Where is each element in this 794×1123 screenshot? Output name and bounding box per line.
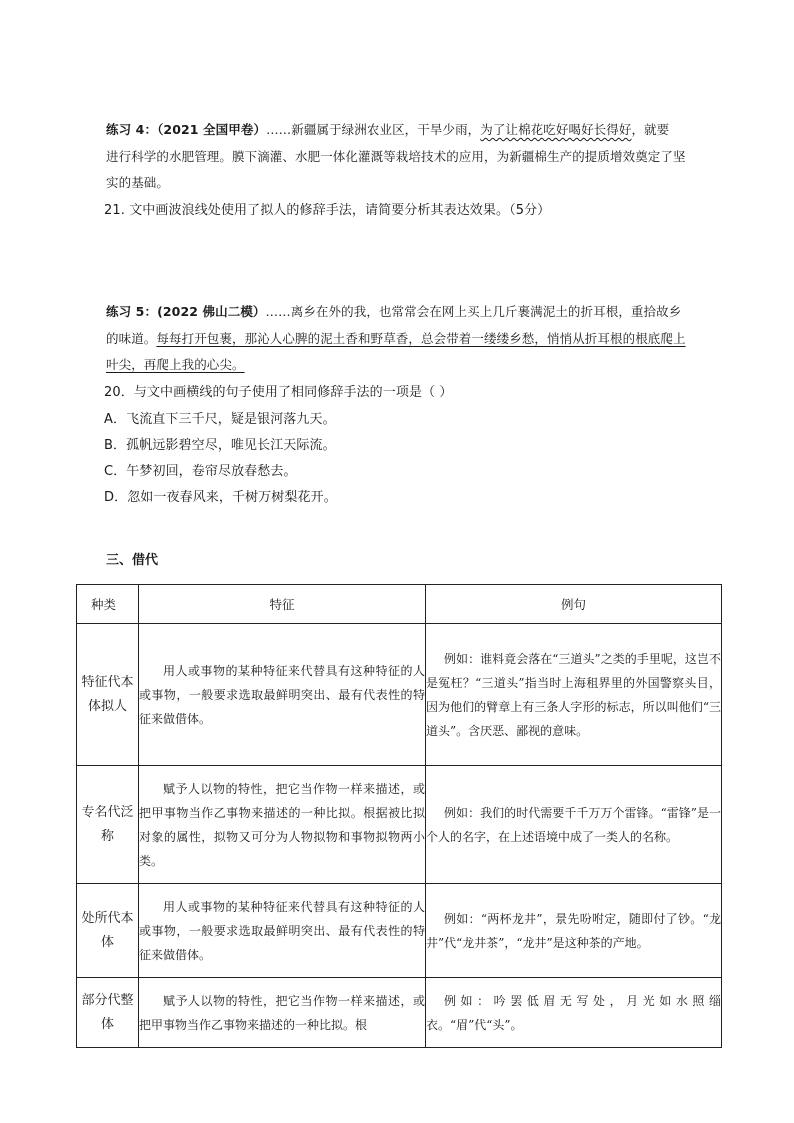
row-example: 例如：吟罢低眉无写处，月光如水照缁衣。“眉”代“头”。 xyxy=(426,978,722,1048)
header-feature: 特征 xyxy=(139,585,426,624)
ex5-underlined-sentence-part2: 叶尖，再爬上我的心尖。 xyxy=(106,357,245,372)
header-kind: 种类 xyxy=(77,585,139,624)
ex5-option-c: C．午梦初回，卷帘尽放春愁去。 xyxy=(104,464,297,479)
row-example: 例如：谁料竟会落在“三道头”之类的手里呢，这岂不是冤枉？“三道头”指当时上海租界里的外国警察头目，因为他们的臂章上有三条人字形的标志，所以叫他们“三道头”。含厌恶、鄙视的意味。 xyxy=(426,624,722,766)
row-kind: 处所代本体 xyxy=(77,884,139,978)
table-row xyxy=(77,978,722,1048)
row-feature: 用人或事物的某种特征来代替具有这种特征的人或事物，一般要求选取最鲜明突出、最有代表性的特征来做借体。 xyxy=(139,884,426,978)
ex4-source: （2021 全国甲卷） xyxy=(157,122,267,137)
ex4-wavy-marked: 为了让棉花吃好喝好长得好 xyxy=(480,122,632,137)
row-feature: 赋予人以物的特性，把它当作物一样来描述，或把甲事物当作乙事物来描述的一种比拟。根据被比拟对象的属性，拟物又可分为人物拟物和事物拟物两小类。 xyxy=(139,766,426,884)
ex5-option-b: B．孤帆远影碧空尽，唯见长江天际流。 xyxy=(104,438,336,453)
ex5-line3 xyxy=(106,355,245,373)
ex5-source: (2022 佛山二模） xyxy=(157,304,266,319)
ex5-underlined-sentence-part1: 每每打开包裹，那沁人心脾的泥土香和野草香，总会带着一缕缕乡愁，悄悄从折耳根的根底爬上 xyxy=(156,331,686,346)
ex5-question: 20．与文中画横线的句子使用了相同修辞手法的一项是（ ） xyxy=(104,385,453,400)
row-example: 例如：我们的时代需要千千万万个雷锋。“雷锋”是一个人的名字，在上述语境中成了一类人的名称。 xyxy=(426,766,722,884)
ex4-text2: ，就要 xyxy=(631,122,670,137)
ex5-line2 xyxy=(106,329,686,347)
row-feature: 用人或事物的某种特征来代替具有这种特征的人或事物，一般要求选取最鲜明突出、最有代表性的特征来做借体。 xyxy=(139,624,426,766)
row-kind: 特征代本体拟人 xyxy=(77,624,139,766)
ex4-text1: ……新疆属于绿洲农业区，干旱少雨， xyxy=(266,122,481,137)
ex5-option-a: A．飞流直下三千尺，疑是银河落九天。 xyxy=(104,412,336,427)
ex4-line2: 进行科学的水肥管理。膜下滴灌、水肥一体化灌溉等栽培技术的应用，为新疆棉生产的提质增效奠定了坚 xyxy=(106,149,686,164)
header-example: 例句 xyxy=(426,585,722,624)
ex4-question: 21. 文中画波浪线处使用了拟人的修辞手法，请简要分析其表达效果。（5分） xyxy=(104,203,551,218)
ex4-label: 练习 4： xyxy=(106,122,158,137)
table-header-row xyxy=(77,585,722,624)
row-example: 例如：“两杯龙井”，景先吩咐定，随即付了钞。“龙井”代“龙井茶”，“龙井”是这种茶的产地。 xyxy=(426,884,722,978)
row-kind: 部分代整体 xyxy=(77,978,139,1048)
section-title: 三、借代 xyxy=(106,553,159,568)
ex4-line3: 实的基础。 xyxy=(106,175,170,190)
table-row xyxy=(77,766,722,884)
row-feature: 赋予人以物的特性，把它当作物一样来描述，或把甲事物当作乙事物来描述的一种比拟。根 xyxy=(139,978,426,1048)
table-row xyxy=(77,624,722,766)
metonymy-table xyxy=(76,584,722,1048)
ex5-text1: ……离乡在外的我，也常常会在网上买上几斤裹满泥土的折耳根，重拾故乡 xyxy=(265,304,682,319)
ex5-line2-plain: 的味道。 xyxy=(106,331,157,346)
ex5-label: 练习 5： xyxy=(106,304,158,319)
row-kind: 专名代泛称 xyxy=(77,766,139,884)
ex5-option-d: D．忽如一夜春风来，千树万树梨花开。 xyxy=(104,490,337,505)
ex5-line1 xyxy=(106,302,681,320)
ex4-line1 xyxy=(106,120,669,138)
table-row xyxy=(77,884,722,978)
